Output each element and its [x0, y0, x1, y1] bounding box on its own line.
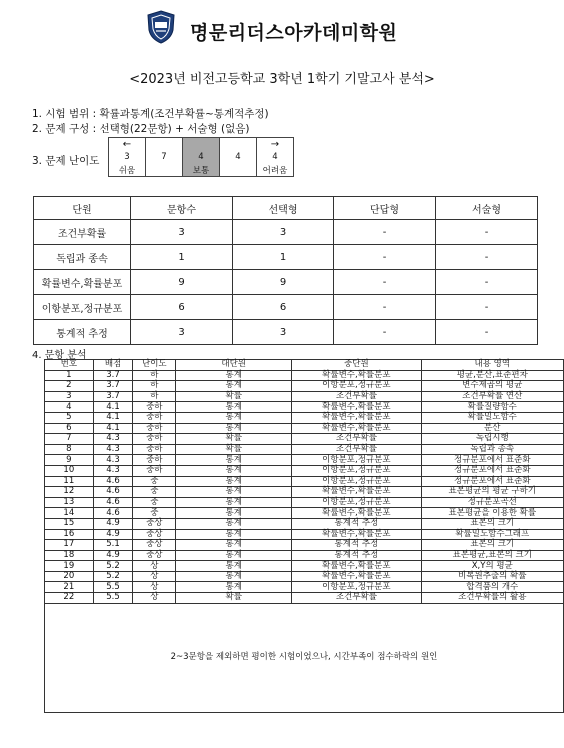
- difficulty-level-label: 어려움: [257, 163, 294, 177]
- table-row: [34, 295, 538, 320]
- table-cell: 통계: [176, 571, 292, 582]
- table-cell: 중하: [133, 412, 176, 423]
- unit-summary-table: [33, 196, 538, 345]
- table-cell: 16: [45, 529, 94, 540]
- table-cell: 중상: [133, 518, 176, 529]
- difficulty-level-label: 쉬움: [109, 163, 146, 177]
- table-cell: 이항분포,정규분포: [292, 381, 421, 392]
- table-cell: 통계적 추정: [34, 320, 131, 345]
- table-row: [45, 571, 564, 582]
- table-cell: 중상: [133, 529, 176, 540]
- table-cell: 4.6: [93, 487, 133, 498]
- column-header: 선택형: [233, 197, 334, 220]
- table-cell: 3.7: [93, 391, 133, 402]
- column-header: 난이도: [133, 360, 176, 371]
- table-cell: 5.1: [93, 540, 133, 551]
- arrow-left-icon: ←: [109, 138, 146, 151]
- table-row: [45, 434, 564, 445]
- table-row: [45, 518, 564, 529]
- difficulty-label: 3. 문제 난이도: [32, 155, 100, 167]
- table-cell: 통계: [176, 529, 292, 540]
- table-cell: 18: [45, 550, 94, 561]
- table-cell: -: [436, 295, 538, 320]
- difficulty-value: 4: [257, 150, 294, 163]
- table-cell: 6: [45, 423, 94, 434]
- table-cell: 이항분포,정규분포: [292, 476, 421, 487]
- table-cell: 독립시행: [421, 434, 563, 445]
- column-header: 단답형: [334, 197, 436, 220]
- table-row: [45, 444, 564, 455]
- table-cell: 4.6: [93, 508, 133, 519]
- question-analysis-heading: 4. 문항 분석: [32, 350, 87, 361]
- difficulty-level-label: 보통: [183, 163, 220, 177]
- table-cell: 상: [133, 593, 176, 604]
- table-cell: 3: [233, 220, 334, 245]
- table-cell: 22: [45, 593, 94, 604]
- table-cell: 확률변수,확률분포: [292, 571, 421, 582]
- exam-format: 2. 문제 구성 : 선택형(22문항) + 서술형 (없음): [32, 123, 250, 135]
- document-title: <2023년 비전고등학교 3학년 1학기 기말고사 분석>: [129, 72, 435, 87]
- table-cell: 확률밀도함수: [421, 412, 563, 423]
- table-cell: 독립과 종속: [421, 444, 563, 455]
- table-cell: 중: [133, 508, 176, 519]
- table-row: [45, 497, 564, 508]
- table-cell: 이항분포,정규분포: [292, 465, 421, 476]
- table-cell: 통계: [176, 412, 292, 423]
- table-cell: 9: [45, 455, 94, 466]
- arrow-right-icon: →: [257, 138, 294, 151]
- table-cell: 통계: [176, 497, 292, 508]
- table-cell: 4.3: [93, 465, 133, 476]
- table-row: [45, 465, 564, 476]
- table-cell: 확률: [176, 593, 292, 604]
- table-cell: 확률변수,확률분포: [292, 423, 421, 434]
- table-cell: 하: [133, 391, 176, 402]
- table-cell: 1: [131, 245, 233, 270]
- table-cell: 중하: [133, 444, 176, 455]
- table-cell: 통계: [176, 402, 292, 413]
- table-cell: -: [334, 270, 436, 295]
- table-cell: 상: [133, 561, 176, 572]
- difficulty-value: 3: [109, 150, 146, 163]
- table-row: [45, 593, 564, 604]
- table-cell: 통계적 추정: [292, 518, 421, 529]
- table-cell: 4.9: [93, 529, 133, 540]
- table-cell: 이항분포,정규분포: [292, 455, 421, 466]
- table-cell: 5.5: [93, 582, 133, 593]
- table-cell: 9: [233, 270, 334, 295]
- table-cell: 4.3: [93, 444, 133, 455]
- table-row: [45, 550, 564, 561]
- table-cell: 9: [131, 270, 233, 295]
- table-cell: 통계: [176, 455, 292, 466]
- table-cell: -: [436, 320, 538, 345]
- table-row: [45, 508, 564, 519]
- table-cell: 4.1: [93, 402, 133, 413]
- table-cell: 6: [131, 295, 233, 320]
- table-cell: 5.2: [93, 571, 133, 582]
- table-cell: 중하: [133, 402, 176, 413]
- table-cell: 중하: [133, 455, 176, 466]
- table-cell: 4.6: [93, 497, 133, 508]
- difficulty-value-selected: 4: [183, 150, 220, 163]
- table-cell: 4.1: [93, 412, 133, 423]
- table-cell: 통계적 추정: [292, 550, 421, 561]
- table-cell: X,Y의 평균: [421, 561, 563, 572]
- table-cell: 표본평균,표본의 크기: [421, 550, 563, 561]
- table-cell: -: [334, 295, 436, 320]
- table-row: [34, 270, 538, 295]
- table-cell: -: [436, 220, 538, 245]
- table-cell: 3.7: [93, 381, 133, 392]
- table-cell: 확률변수,확률분포: [292, 529, 421, 540]
- table-cell: 정규분포에서 표준화: [421, 476, 563, 487]
- table-cell: 확률변수,확률분포: [34, 270, 131, 295]
- table-cell: 조건부확률의 활용: [421, 593, 563, 604]
- column-header: 내용 영역: [421, 360, 563, 371]
- table-row: [45, 381, 564, 392]
- table-cell: 6: [233, 295, 334, 320]
- table-cell: 확률질량함수: [421, 402, 563, 413]
- table-cell: 통계적 추정: [292, 540, 421, 551]
- table-cell: 3: [45, 391, 94, 402]
- table-cell: 확률변수,확률분포: [292, 402, 421, 413]
- table-cell: 5: [45, 412, 94, 423]
- table-cell: 4.3: [93, 434, 133, 445]
- difficulty-level-label: [146, 163, 183, 177]
- table-cell: 통계: [176, 465, 292, 476]
- table-row: [45, 529, 564, 540]
- table-cell: -: [436, 270, 538, 295]
- table-cell: 정규분포에서 표준화: [421, 455, 563, 466]
- table-cell: 중: [133, 476, 176, 487]
- table-cell: 통계: [176, 540, 292, 551]
- table-row: [45, 412, 564, 423]
- table-cell: 중하: [133, 434, 176, 445]
- table-row: [45, 561, 564, 572]
- table-cell: 독립과 종속: [34, 245, 131, 270]
- table-cell: 4.9: [93, 518, 133, 529]
- table-cell: 2: [45, 381, 94, 392]
- table-cell: 표본평균의 평균 구하기: [421, 487, 563, 498]
- table-cell: 통계: [176, 550, 292, 561]
- difficulty-scale: [108, 137, 294, 177]
- table-cell: 조건부확률 연산: [421, 391, 563, 402]
- table-cell: 통계: [176, 487, 292, 498]
- table-cell: 확률밀도함수그래프: [421, 529, 563, 540]
- table-cell: 4.6: [93, 476, 133, 487]
- table-row: [45, 402, 564, 413]
- table-cell: 통계: [176, 582, 292, 593]
- table-cell: 11: [45, 476, 94, 487]
- difficulty-level-label: [220, 163, 257, 177]
- table-cell: 통계: [176, 370, 292, 381]
- table-row: [45, 540, 564, 551]
- table-cell: 4.9: [93, 550, 133, 561]
- table-cell: 5.2: [93, 561, 133, 572]
- table-cell: 상: [133, 571, 176, 582]
- table-row: [34, 320, 538, 345]
- table-cell: 확률: [176, 391, 292, 402]
- column-header: 문항수: [131, 197, 233, 220]
- table-cell: 합격품의 개수: [421, 582, 563, 593]
- table-cell: 중하: [133, 423, 176, 434]
- table-cell: 확률변수,확률분포: [292, 561, 421, 572]
- table-cell: 확률변수,확률분포: [292, 487, 421, 498]
- analysis-note: 2~3문항을 제외하면 평이한 시험이었으나, 시간부족이 점수하락의 원인: [170, 652, 438, 663]
- table-row: [45, 391, 564, 402]
- table-cell: -: [334, 220, 436, 245]
- table-cell: 표본평균을 이용한 확률: [421, 508, 563, 519]
- table-cell: 통계: [176, 561, 292, 572]
- table-cell: 10: [45, 465, 94, 476]
- table-cell: 중상: [133, 550, 176, 561]
- table-row: [45, 455, 564, 466]
- table-cell: 14: [45, 508, 94, 519]
- column-header: 대단원: [176, 360, 292, 371]
- table-cell: 중: [133, 487, 176, 498]
- column-header: 단원: [34, 197, 131, 220]
- table-cell: 확률: [176, 434, 292, 445]
- table-cell: 조건부확률: [292, 593, 421, 604]
- table-cell: 3: [131, 220, 233, 245]
- table-cell: 13: [45, 497, 94, 508]
- table-cell: 확률변수,확률분포: [292, 508, 421, 519]
- column-header: 서술형: [436, 197, 538, 220]
- table-cell: 조건부확률: [292, 434, 421, 445]
- table-cell: 중: [133, 497, 176, 508]
- table-cell: 분산: [421, 423, 563, 434]
- exam-scope: 1. 시험 범위 : 확률과통계(조건부확률~통계적추정): [32, 108, 269, 120]
- academy-emblem-icon: [146, 10, 176, 44]
- table-cell: 통계: [176, 423, 292, 434]
- table-cell: 4.1: [93, 423, 133, 434]
- table-cell: 조건부확률: [292, 391, 421, 402]
- table-cell: 4.3: [93, 455, 133, 466]
- table-cell: 확률변수,확률분포: [292, 412, 421, 423]
- analysis-note-cell: [45, 603, 564, 712]
- table-cell: 변수제곱의 평균: [421, 381, 563, 392]
- table-cell: 이항분포,정규분포: [292, 497, 421, 508]
- table-cell: 이항분포,정규분포: [292, 582, 421, 593]
- table-cell: 확률: [176, 444, 292, 455]
- table-cell: 통계: [176, 476, 292, 487]
- table-cell: 21: [45, 582, 94, 593]
- table-cell: 평균,분산,표준편차: [421, 370, 563, 381]
- table-cell: 하: [133, 370, 176, 381]
- table-cell: 통계: [176, 381, 292, 392]
- table-cell: 확률변수,확률분포: [292, 370, 421, 381]
- table-cell: 통계: [176, 518, 292, 529]
- table-row: [34, 245, 538, 270]
- table-cell: 조건부확률: [34, 220, 131, 245]
- table-cell: 17: [45, 540, 94, 551]
- table-cell: 3: [233, 320, 334, 345]
- table-cell: 표본의 크기: [421, 518, 563, 529]
- table-cell: 정규분포에서 표준화: [421, 465, 563, 476]
- table-cell: 15: [45, 518, 94, 529]
- academy-name: 명문리더스아카데미학원: [190, 22, 398, 44]
- table-cell: 통계: [176, 508, 292, 519]
- column-header: 배점: [93, 360, 133, 371]
- table-cell: 이항분포,정규분포: [34, 295, 131, 320]
- table-cell: 조건부확률: [292, 444, 421, 455]
- table-cell: 1: [233, 245, 334, 270]
- difficulty-value: 7: [146, 150, 183, 163]
- table-cell: -: [334, 320, 436, 345]
- table-row: [45, 487, 564, 498]
- table-cell: 4: [45, 402, 94, 413]
- question-analysis-table: [44, 359, 564, 713]
- table-cell: 5.5: [93, 593, 133, 604]
- table-cell: 중하: [133, 465, 176, 476]
- column-header: 번호: [45, 360, 94, 371]
- table-cell: -: [334, 245, 436, 270]
- table-cell: 3: [131, 320, 233, 345]
- column-header: 중단원: [292, 360, 421, 371]
- table-cell: 상: [133, 582, 176, 593]
- table-cell: 19: [45, 561, 94, 572]
- table-cell: 비복원추출의 확률: [421, 571, 563, 582]
- table-cell: 7: [45, 434, 94, 445]
- table-cell: 중상: [133, 540, 176, 551]
- table-cell: 표본의 크기: [421, 540, 563, 551]
- table-cell: -: [436, 245, 538, 270]
- table-cell: 하: [133, 381, 176, 392]
- table-cell: 1: [45, 370, 94, 381]
- difficulty-value: 4: [220, 150, 257, 163]
- table-cell: 20: [45, 571, 94, 582]
- table-cell: 정규분포곡선: [421, 497, 563, 508]
- table-cell: 12: [45, 487, 94, 498]
- table-row: [45, 582, 564, 593]
- table-row: [34, 220, 538, 245]
- table-cell: 8: [45, 444, 94, 455]
- table-cell: 3.7: [93, 370, 133, 381]
